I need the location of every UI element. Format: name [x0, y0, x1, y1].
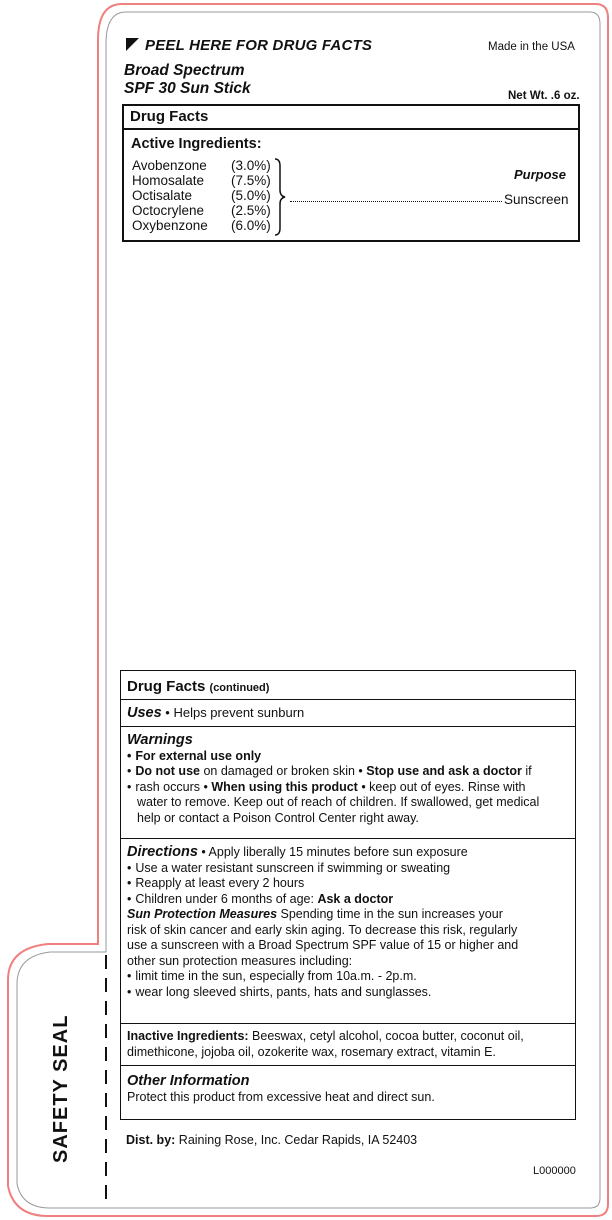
direction-item: • Children under 6 months of age: Ask a doctor	[127, 892, 575, 908]
purpose-value: Sunscreen	[504, 192, 569, 207]
other-information-text: Protect this product from excessive heat and direct sun.	[127, 1090, 435, 1104]
ingredient-row: Oxybenzone (6.0%)	[132, 218, 271, 233]
sun-protection-line: other sun protection measures including:	[127, 953, 353, 968]
direction-item: • Use a water resistant sunscreen if swimming or sweating	[127, 861, 575, 877]
warning-line: water to remove. Keep out of reach of children. If swallowed, get medical	[137, 795, 540, 809]
ingredient-brace	[274, 158, 286, 236]
warning-line: • rash occurs • When using this product • keep out of eyes. Rinse with	[127, 780, 575, 796]
inactive-line: dimethicone, jojoba oil, ozokerite wax, rosemary extract, vitamin E.	[127, 1044, 496, 1059]
sun-protection-line: use a sunscreen with a Broad Spectrum SPF value of 15 or higher and	[127, 938, 519, 952]
lot-code: L000000	[533, 1165, 576, 1177]
other-information-section	[121, 1066, 575, 1121]
product-name-line2: SPF 30 Sun Stick	[124, 80, 251, 97]
warning-line: help or contact a Poison Control Center right away.	[137, 810, 419, 825]
drug-facts-title: Drug Facts	[124, 106, 578, 130]
directions-intro: Directions • Apply liberally 15 minutes before sun exposure	[127, 844, 468, 860]
ingredient-row: Octisalate (5.0%)	[132, 188, 271, 203]
warnings-title: Warnings	[127, 732, 193, 748]
purpose-label: Purpose	[514, 167, 567, 182]
warning-line: • For external use only	[127, 749, 575, 765]
ingredient-row: Avobenzone (3.0%)	[132, 158, 271, 173]
made-in-text: Made in the USA	[488, 41, 575, 53]
direction-item: • Reapply at least every 2 hours	[127, 876, 575, 892]
product-name-line1: Broad Spectrum	[124, 62, 245, 79]
directions-section	[121, 839, 575, 1024]
net-weight: Net Wt. .6 oz.	[508, 90, 580, 102]
sun-protection-item: • limit time in the sun, especially from 10a.m. - 2p.m.	[127, 969, 575, 985]
inactive-line: Inactive Ingredients: Beeswax, cetyl alcohol, cocoa butter, coconut oil,	[127, 1029, 524, 1043]
drug-facts-continued-header: Drug Facts (continued)	[121, 671, 575, 700]
purpose-dotted-leader	[290, 201, 502, 202]
product-name	[124, 62, 251, 98]
warnings-section	[121, 727, 575, 839]
active-ingredients-title: Active Ingredients:	[131, 136, 262, 152]
peel-here-text[interactable]: PEEL HERE FOR DRUG FACTS	[126, 37, 372, 54]
warning-line: • Do not use on damaged or broken skin • Stop use and ask a doctor if	[127, 764, 575, 780]
distributor-line: Dist. by: Raining Rose, Inc. Cedar Rapids, IA 52403	[126, 1133, 418, 1147]
safety-seal-text[interactable]: SAFETY SEAL	[50, 1014, 72, 1163]
peel-arrow-icon	[126, 38, 139, 51]
inactive-ingredients-section	[121, 1024, 575, 1066]
drug-facts-continued-box	[120, 670, 576, 1120]
uses-section: Uses • Helps prevent sunburn	[121, 700, 575, 727]
sun-protection-line: Sun Protection Measures Spending time in the sun increases your	[127, 907, 503, 921]
sun-protection-line: risk of skin cancer and early skin aging. To decrease this risk, regularly	[127, 922, 518, 937]
drug-facts-box	[122, 104, 580, 242]
ingredient-row: Octocrylene (2.5%)	[132, 203, 271, 218]
sun-protection-item: • wear long sleeved shirts, pants, hats and sunglasses.	[127, 985, 575, 1001]
ingredient-row: Homosalate (7.5%)	[132, 173, 271, 188]
other-information-title: Other Information	[127, 1073, 250, 1089]
